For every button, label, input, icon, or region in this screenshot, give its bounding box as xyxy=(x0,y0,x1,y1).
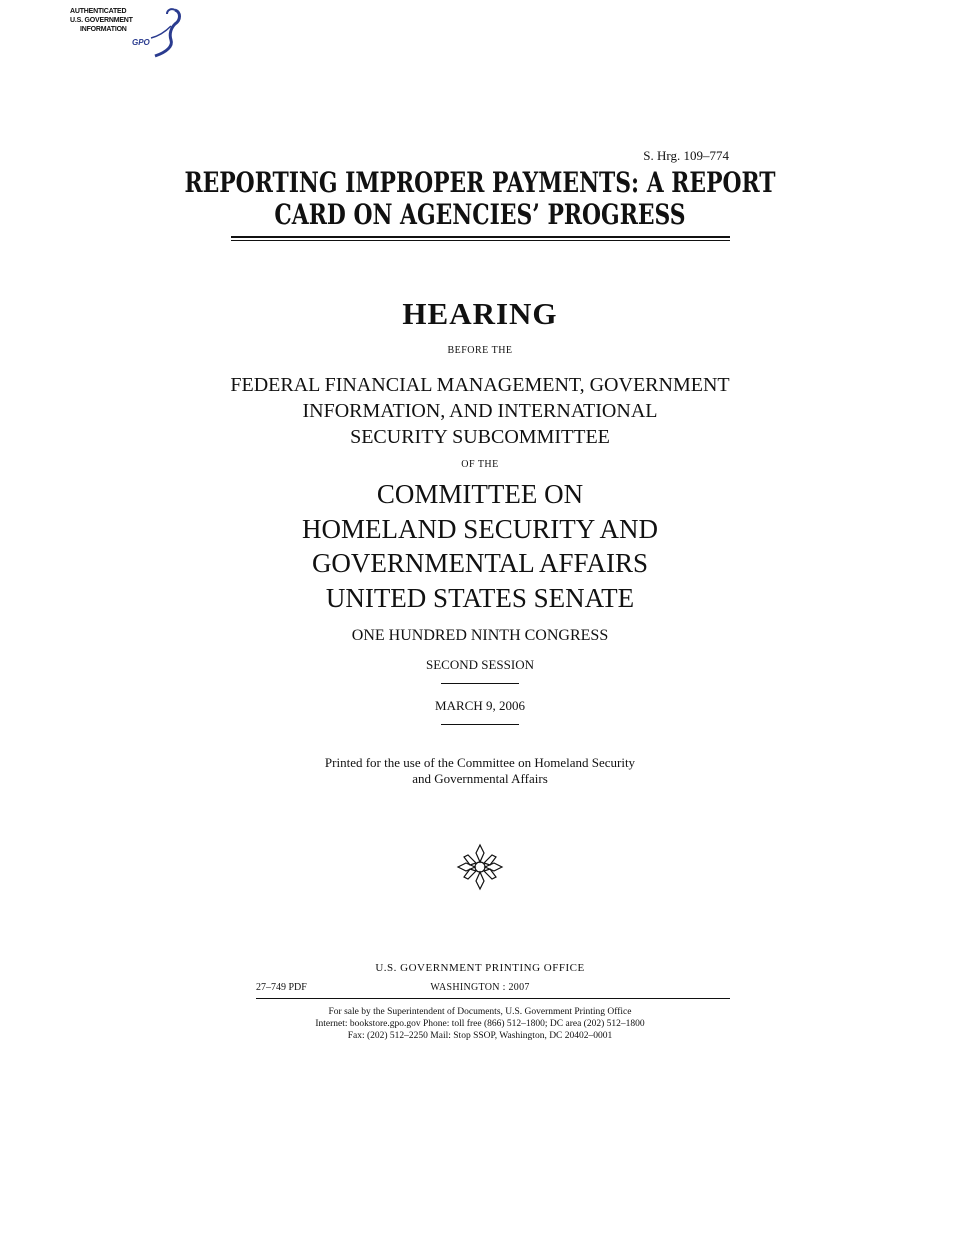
before-the: BEFORE THE xyxy=(447,345,513,356)
title-rule-top xyxy=(231,236,730,238)
printer-ornament-icon xyxy=(454,843,506,891)
logo-line-3: INFORMATION xyxy=(80,26,127,33)
logo-mark: GPO xyxy=(132,38,150,47)
subcommittee-line-1: FEDERAL FINANCIAL MANAGEMENT, GOVERNMENT xyxy=(230,374,730,396)
document-id: 27–749 PDF xyxy=(256,982,307,993)
sale-line-2: Internet: bookstore.gpo.gov Phone: toll free (866) 512–1800; DC area (202) 512–1800 xyxy=(315,1019,645,1029)
title-line-2: CARD ON AGENCIES’ PROGRESS xyxy=(274,198,686,231)
committee-line-2: HOMELAND SECURITY AND xyxy=(302,514,658,544)
city-year: WASHINGTON : 2007 xyxy=(430,982,530,993)
document-type: HEARING xyxy=(402,296,558,331)
title-rule-bottom xyxy=(231,240,730,241)
printed-for-line-1: Printed for the use of the Committee on Homeland Security xyxy=(324,755,636,770)
hearing-date: MARCH 9, 2006 xyxy=(435,698,525,713)
subcommittee-line-3: SECURITY SUBCOMMITTEE xyxy=(350,426,610,448)
of-the: OF THE xyxy=(461,459,499,470)
session-rule xyxy=(441,683,519,684)
committee-line-3: GOVERNMENTAL AFFAIRS xyxy=(311,548,649,578)
date-rule xyxy=(441,724,519,725)
logo-line-1: AUTHENTICATED xyxy=(70,8,127,15)
congress: ONE HUNDRED NINTH CONGRESS xyxy=(351,627,609,644)
printed-for-line-2: and Governmental Affairs xyxy=(412,771,548,786)
title-line-1: REPORTING IMPROPER PAYMENTS: A REPORT xyxy=(184,166,776,199)
committee-line-1: COMMITTEE ON xyxy=(376,479,584,509)
footer-rule xyxy=(256,998,730,999)
subcommittee-line-2: INFORMATION, AND INTERNATIONAL xyxy=(302,400,658,422)
session: SECOND SESSION xyxy=(426,657,534,672)
sale-line-3: Fax: (202) 512–2250 Mail: Stop SSOP, Washington, DC 20402–0001 xyxy=(347,1031,613,1041)
sale-line-1: For sale by the Superintendent of Documents, U.S. Government Printing Office xyxy=(328,1007,632,1017)
eagle-icon xyxy=(145,6,185,58)
gpo-logo xyxy=(70,6,185,58)
committee-line-4: UNITED STATES SENATE xyxy=(325,583,635,613)
logo-line-2: U.S. GOVERNMENT xyxy=(70,17,133,24)
printing-office: U.S. GOVERNMENT PRINTING OFFICE xyxy=(375,962,585,974)
hearing-number: S. Hrg. 109–774 xyxy=(643,148,729,163)
